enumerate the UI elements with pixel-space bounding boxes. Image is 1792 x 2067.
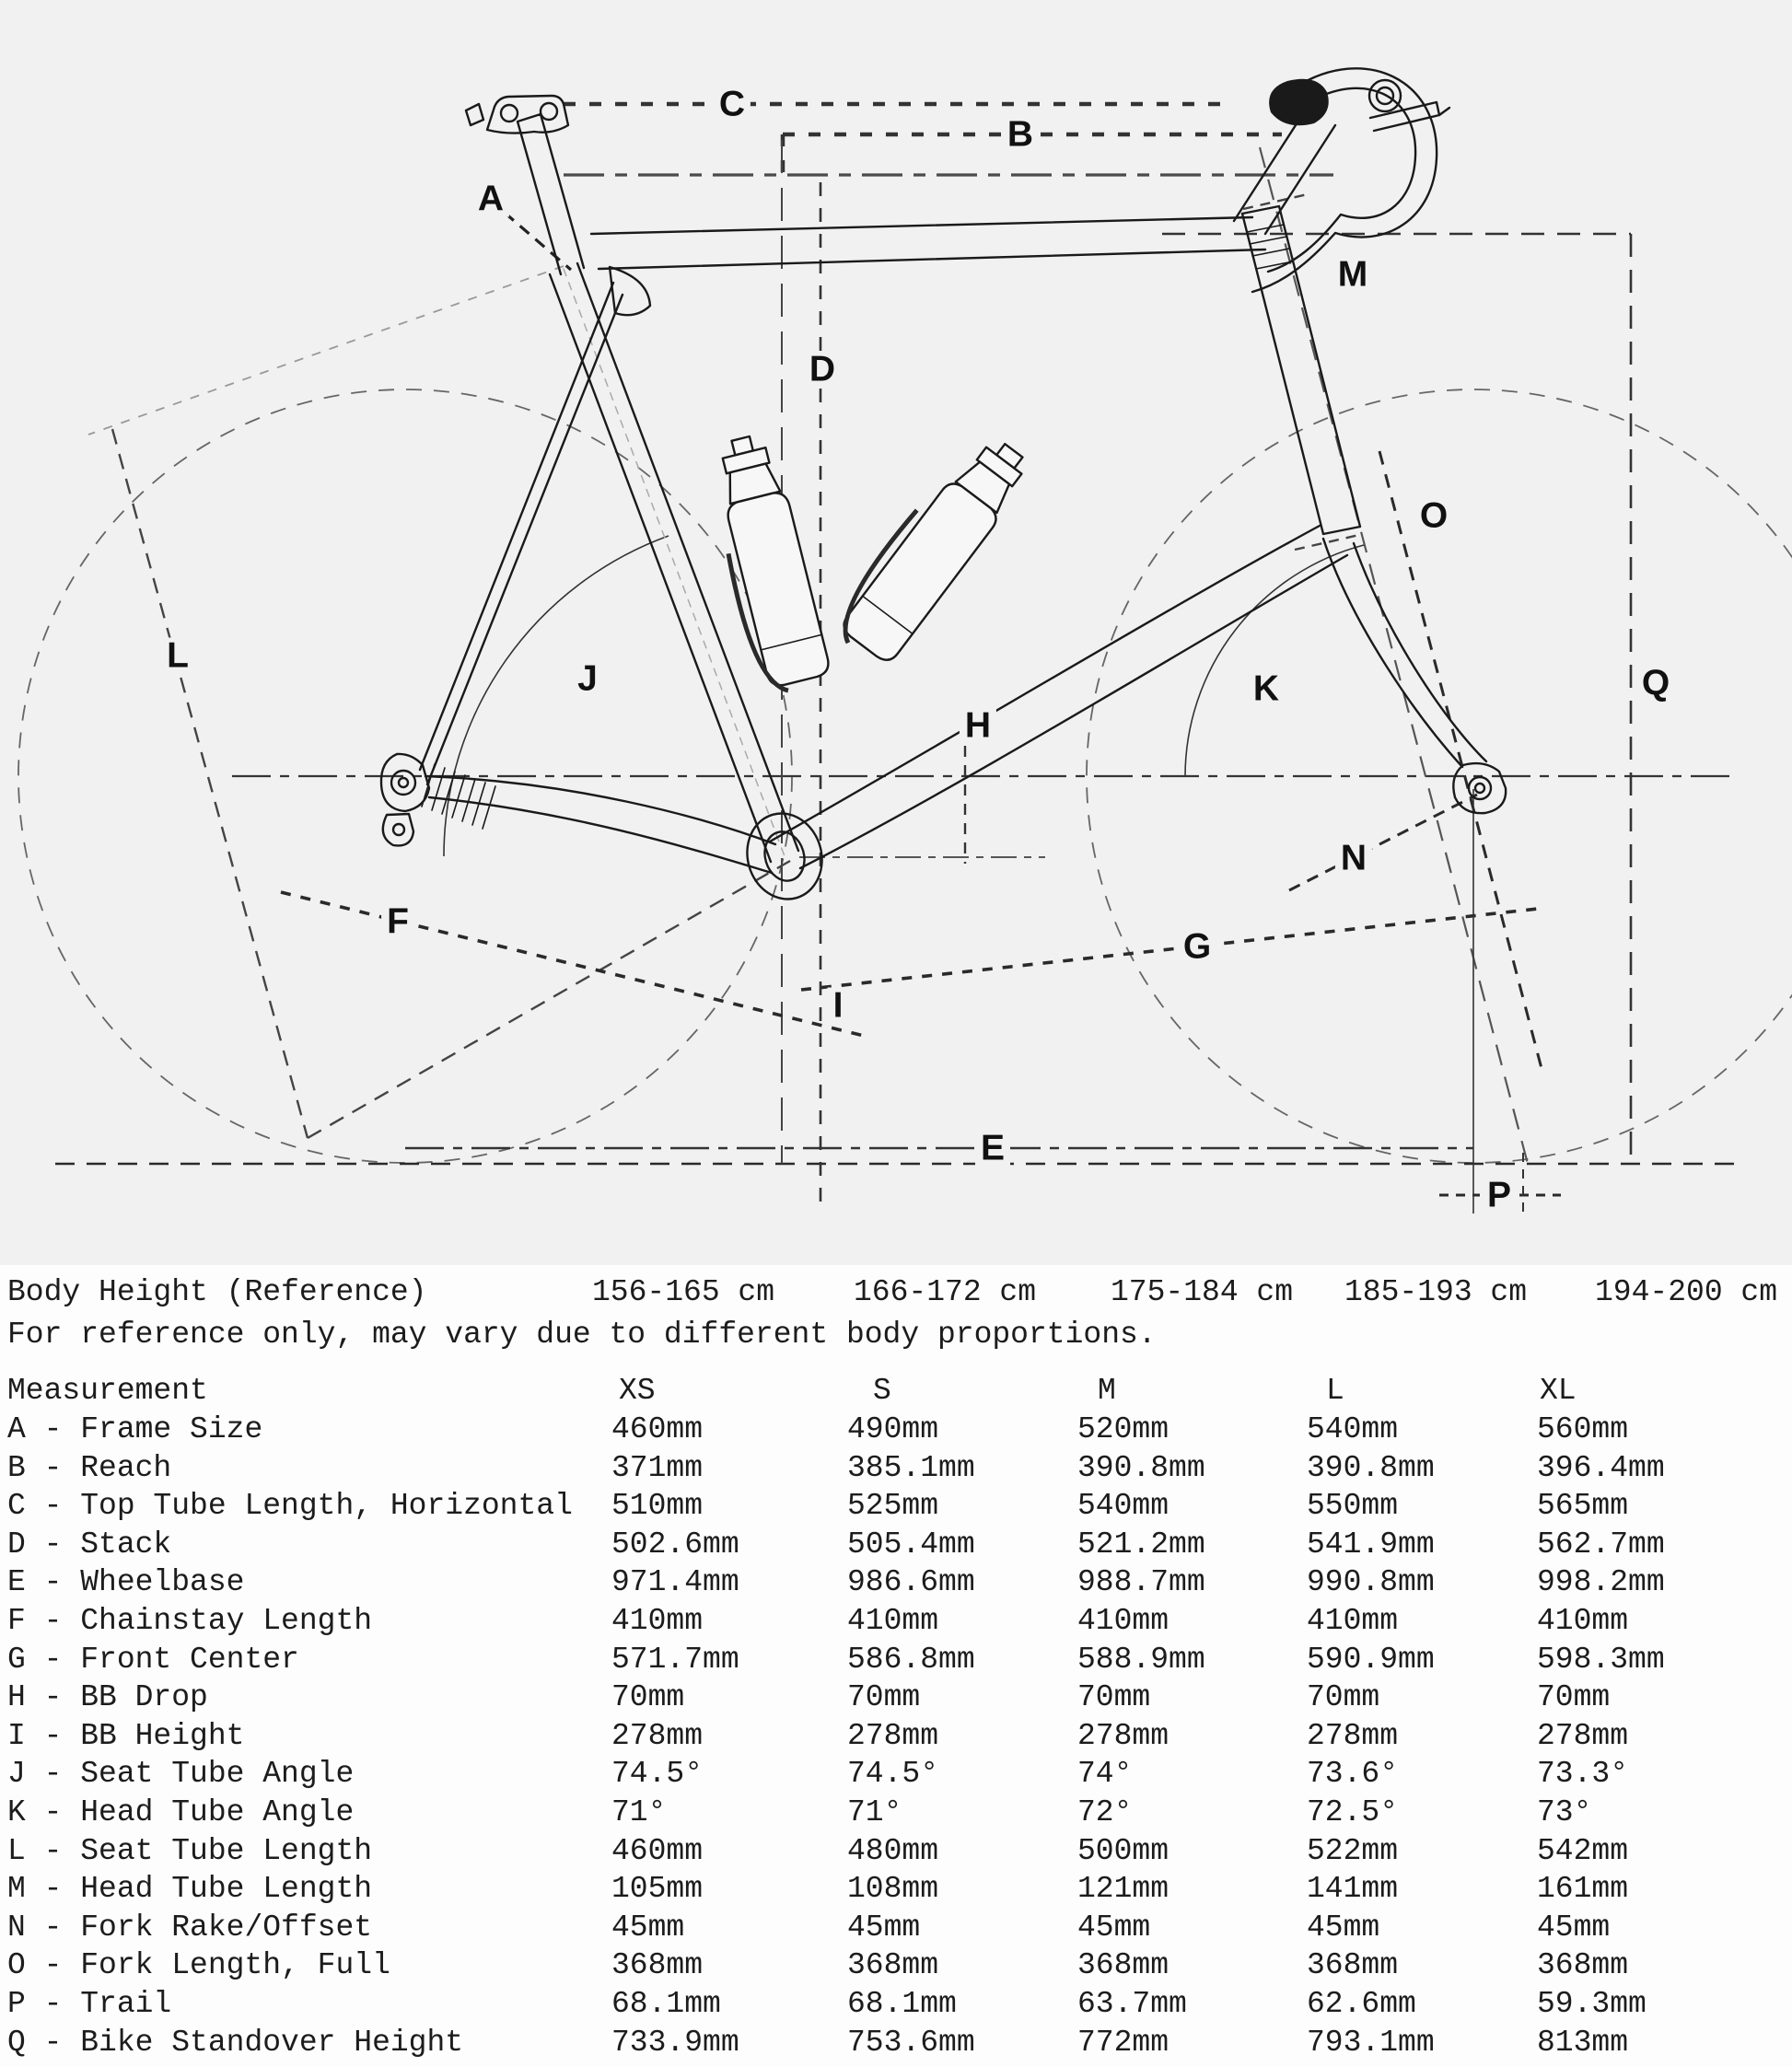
row-value: 368mm	[1077, 1948, 1169, 1982]
row-value: 410mm	[1077, 1604, 1169, 1638]
stem	[1234, 112, 1335, 234]
row-value: 460mm	[611, 1834, 704, 1868]
row-value: 278mm	[1077, 1719, 1169, 1753]
row-value: 105mm	[611, 1872, 704, 1906]
dim-label-A: A	[472, 181, 509, 217]
table-row	[0, 2025, 1792, 2063]
dim-label-F: F	[381, 904, 414, 940]
row-value: 70mm	[847, 1680, 921, 1714]
bottle-body	[839, 479, 1001, 666]
spec-sheet	[0, 1265, 1792, 2067]
row-value: 560mm	[1537, 1412, 1629, 1446]
row-value: 45mm	[847, 1910, 921, 1945]
row-value: 410mm	[1307, 1604, 1399, 1638]
fork-rake-line-N	[1289, 795, 1477, 890]
rear-axle-center	[399, 778, 408, 787]
geometry-table	[0, 1265, 1792, 2067]
row-value: 990.8mm	[1307, 1565, 1435, 1599]
row-value: 108mm	[847, 1872, 939, 1906]
row-value: 460mm	[611, 1412, 704, 1446]
table-row	[0, 1871, 1792, 1910]
row-value: 541.9mm	[1307, 1527, 1435, 1562]
row-value: 813mm	[1537, 2026, 1629, 2060]
row-label: O - Fork Length, Full	[7, 1948, 390, 1982]
row-label: D - Stack	[7, 1527, 172, 1562]
row-value: 70mm	[611, 1680, 685, 1714]
front-axle	[1469, 777, 1491, 799]
row-label: N - Fork Rake/Offset	[7, 1910, 373, 1945]
row-value: 490mm	[847, 1412, 939, 1446]
body-height-label: Body Height (Reference)	[7, 1275, 427, 1309]
row-value: 70mm	[1537, 1680, 1611, 1714]
seat-stays	[420, 283, 623, 784]
row-value: 986.6mm	[847, 1565, 975, 1599]
table-row	[0, 1756, 1792, 1794]
row-value: 73.3°	[1537, 1757, 1629, 1791]
row-value: 590.9mm	[1307, 1643, 1435, 1677]
row-value: 70mm	[1077, 1680, 1151, 1714]
table-row	[0, 1947, 1792, 1986]
body-height-value: 156-165 cm	[592, 1275, 775, 1309]
column-header-l: L	[1326, 1374, 1344, 1408]
table-row	[0, 1794, 1792, 1833]
row-value: 62.6mm	[1307, 1987, 1416, 2021]
row-value: 520mm	[1077, 1412, 1169, 1446]
derailleur-pulley	[393, 824, 404, 835]
row-value: 540mm	[1077, 1489, 1169, 1523]
table-row	[0, 1986, 1792, 2025]
row-value: 371mm	[611, 1451, 704, 1485]
table-row	[0, 1564, 1792, 1603]
saddle-rail-stub	[466, 104, 483, 125]
body-height-value: 175-184 cm	[1111, 1275, 1294, 1309]
row-value: 772mm	[1077, 2026, 1169, 2060]
row-value: 68.1mm	[611, 1987, 721, 2021]
row-value: 368mm	[1537, 1948, 1629, 1982]
dim-label-J: J	[572, 661, 603, 697]
row-value: 540mm	[1307, 1412, 1399, 1446]
seat-cluster-gusset	[610, 267, 650, 315]
row-value: 71°	[847, 1795, 902, 1829]
front-center-line-G	[801, 909, 1538, 990]
row-value: 278mm	[847, 1719, 939, 1753]
row-value: 385.1mm	[847, 1451, 975, 1485]
row-value: 562.7mm	[1537, 1527, 1665, 1562]
measurement-header: Measurement	[7, 1374, 208, 1408]
row-label: G - Front Center	[7, 1643, 299, 1677]
down-tube-bottle	[827, 424, 1037, 670]
chain-stays	[425, 776, 775, 873]
row-value: 70mm	[1307, 1680, 1380, 1714]
row-label: A - Frame Size	[7, 1412, 263, 1446]
saddle-clamp-bolt	[541, 103, 557, 120]
row-value: 586.8mm	[847, 1643, 975, 1677]
dimension-lines	[55, 104, 1739, 1213]
row-value: 588.9mm	[1077, 1643, 1205, 1677]
row-value: 542mm	[1537, 1834, 1629, 1868]
table-row	[0, 1527, 1792, 1565]
row-value: 74.5°	[611, 1757, 704, 1791]
rear-axle	[391, 771, 415, 795]
row-value: 45mm	[1077, 1910, 1151, 1945]
fork-length-line-O	[1379, 451, 1543, 1075]
row-value: 988.7mm	[1077, 1565, 1205, 1599]
table-row	[0, 1679, 1792, 1718]
saddle-clamp-bolt	[501, 105, 518, 122]
row-value: 521.2mm	[1077, 1527, 1205, 1562]
row-value: 74°	[1077, 1757, 1133, 1791]
row-label: L - Seat Tube Length	[7, 1834, 373, 1868]
table-row	[0, 1910, 1792, 1948]
dim-label-G: G	[1178, 929, 1216, 965]
row-value: 45mm	[611, 1910, 685, 1945]
row-label: Q - Bike Standover Height	[7, 2026, 464, 2060]
brake-lever	[1370, 102, 1449, 131]
dim-label-O: O	[1414, 498, 1453, 534]
chainstay-line-F	[281, 892, 864, 1036]
table-row	[0, 1603, 1792, 1642]
row-value: 396.4mm	[1537, 1451, 1665, 1485]
table-row	[0, 1450, 1792, 1489]
column-header-s: S	[873, 1374, 891, 1408]
row-value: 598.3mm	[1537, 1643, 1665, 1677]
row-value: 971.4mm	[611, 1565, 739, 1599]
table-row	[0, 1642, 1792, 1680]
seat-tube-bottle	[701, 431, 833, 697]
row-label: P - Trail	[7, 1987, 172, 2021]
seat-tube-top-tick	[88, 266, 564, 435]
column-header-xs: XS	[619, 1374, 656, 1408]
body-height-value: 185-193 cm	[1344, 1275, 1528, 1309]
row-value: 68.1mm	[847, 1987, 957, 2021]
row-value: 368mm	[611, 1948, 704, 1982]
dim-label-K: K	[1248, 671, 1285, 707]
row-value: 510mm	[611, 1489, 704, 1523]
dim-label-Q: Q	[1636, 666, 1675, 702]
row-value: 410mm	[611, 1604, 704, 1638]
row-label: C - Top Tube Length, Horizontal	[7, 1489, 573, 1523]
front-dropout	[1453, 763, 1506, 813]
table-row	[0, 1833, 1792, 1872]
steering-axis	[1260, 147, 1528, 1164]
dim-label-D: D	[804, 352, 841, 388]
row-label: E - Wheelbase	[7, 1565, 245, 1599]
row-value: 998.2mm	[1537, 1565, 1665, 1599]
row-value: 733.9mm	[611, 2026, 739, 2060]
rear-derailleur	[383, 814, 413, 845]
seatpost	[518, 114, 584, 274]
table-row	[0, 1718, 1792, 1757]
row-label: F - Chainstay Length	[7, 1604, 373, 1638]
row-value: 161mm	[1537, 1872, 1629, 1906]
dim-label-M: M	[1332, 257, 1374, 293]
fork	[1323, 539, 1486, 767]
row-value: 59.3mm	[1537, 1987, 1647, 2021]
row-value: 793.1mm	[1307, 2026, 1435, 2060]
row-value: 141mm	[1307, 1872, 1399, 1906]
row-value: 71°	[611, 1795, 667, 1829]
dim-label-N: N	[1335, 841, 1372, 877]
top-tube	[591, 217, 1265, 269]
dim-label-C: C	[714, 87, 751, 122]
cassette	[422, 764, 495, 829]
body-height-value: 166-172 cm	[854, 1275, 1037, 1309]
row-value: 63.7mm	[1077, 1987, 1187, 2021]
row-value: 73.6°	[1307, 1757, 1399, 1791]
row-value: 74.5°	[847, 1757, 939, 1791]
row-value: 368mm	[1307, 1948, 1399, 1982]
row-label: I - BB Height	[7, 1719, 245, 1753]
head-angle-arc-K	[1185, 545, 1364, 776]
row-value: 72°	[1077, 1795, 1133, 1829]
row-value: 72.5°	[1307, 1795, 1399, 1829]
row-value: 121mm	[1077, 1872, 1169, 1906]
row-value: 278mm	[611, 1719, 704, 1753]
front-axle-center	[1475, 784, 1484, 793]
row-label: B - Reach	[7, 1451, 172, 1485]
row-value: 73°	[1537, 1795, 1592, 1829]
dim-label-P: P	[1482, 1178, 1517, 1213]
row-value: 410mm	[847, 1604, 939, 1638]
row-value: 565mm	[1537, 1489, 1629, 1523]
row-value: 390.8mm	[1077, 1451, 1205, 1485]
body-height-value: 194-200 cm	[1595, 1275, 1778, 1309]
row-value: 278mm	[1307, 1719, 1399, 1753]
row-value: 278mm	[1537, 1719, 1629, 1753]
row-value: 45mm	[1307, 1910, 1380, 1945]
row-value: 522mm	[1307, 1834, 1399, 1868]
dim-label-B: B	[1002, 117, 1039, 153]
row-value: 550mm	[1307, 1489, 1399, 1523]
row-value: 753.6mm	[847, 2026, 975, 2060]
frame-size-line-A	[505, 213, 571, 270]
standover-line-Q	[1162, 234, 1631, 1164]
head-tube-length-ticks-M	[1243, 194, 1359, 550]
dim-label-L: L	[161, 638, 194, 674]
column-header-m: M	[1098, 1374, 1116, 1408]
row-value: 390.8mm	[1307, 1451, 1435, 1485]
row-label: J - Seat Tube Angle	[7, 1757, 355, 1791]
row-label: K - Head Tube Angle	[7, 1795, 355, 1829]
column-header-xl: XL	[1540, 1374, 1577, 1408]
row-value: 500mm	[1077, 1834, 1169, 1868]
bottle-body	[725, 490, 832, 688]
body-height-note: For reference only, may vary due to different body proportions.	[7, 1318, 1157, 1352]
row-value: 368mm	[847, 1948, 939, 1982]
row-value: 525mm	[847, 1489, 939, 1523]
dim-label-E: E	[975, 1131, 1010, 1167]
row-value: 505.4mm	[847, 1527, 975, 1562]
dim-label-I: I	[828, 988, 849, 1024]
row-value: 410mm	[1537, 1604, 1629, 1638]
table-row	[0, 1411, 1792, 1450]
row-value: 480mm	[847, 1834, 939, 1868]
row-value: 571.7mm	[611, 1643, 739, 1677]
row-value: 45mm	[1537, 1910, 1611, 1945]
row-label: M - Head Tube Length	[7, 1872, 373, 1906]
table-row	[0, 1488, 1792, 1527]
row-value: 502.6mm	[611, 1527, 739, 1562]
row-label: H - BB Drop	[7, 1680, 208, 1714]
dim-label-H: H	[960, 708, 996, 744]
